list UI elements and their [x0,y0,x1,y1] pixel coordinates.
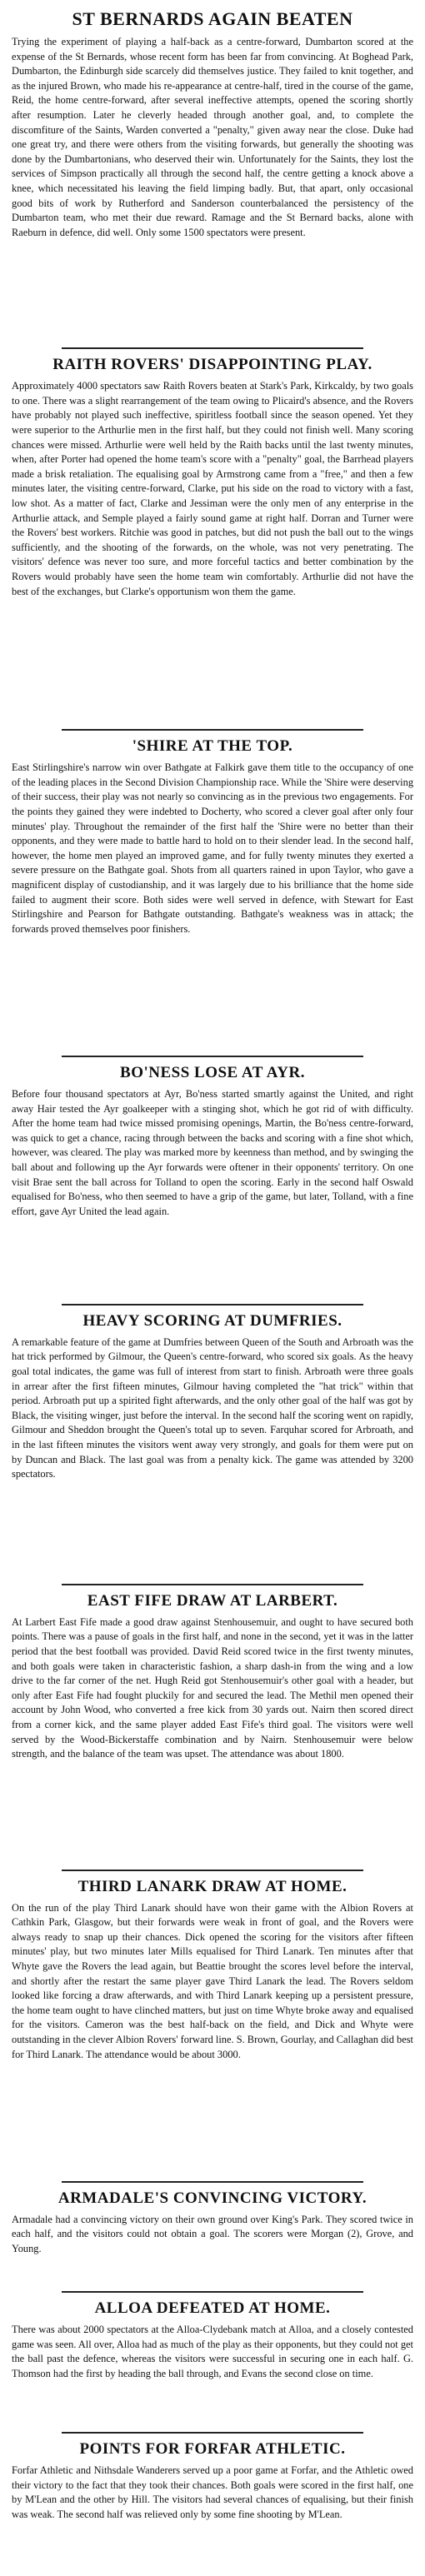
article-headline: ST BERNARDS AGAIN BEATEN [72,8,353,29]
article-headline: RAITH ROVERS' DISAPPOINTING PLAY. [52,356,372,374]
section-divider [62,1304,363,1305]
article-st-bernards [12,7,413,342]
article-boness-lose [12,1061,413,1299]
section-divider [62,2291,363,2293]
article-headline: ARMADALE'S CONVINCING VICTORY. [58,2189,368,2207]
article-headline: EAST FIFE DRAW AT LARBERT. [87,1591,338,1610]
article-headline: 'SHIRE AT THE TOP. [132,737,293,756]
article-dumfries [12,1309,413,1579]
section-divider [62,347,363,349]
article-body: East Stirlingshire's narrow win over Bathgate at Falkirk gave them title to the occupancy of one of the leading places in the Second Division Championship race. While the 'Shire were deserving of their success, their play was not nearly so convincing as in the previous two engagements. For the points they gained they were indebted to Docherty, who scored a clever goal after only four minutes' play. Throughout the remainder of the first half the 'Shire were no better than their opponents, and they were made to battle hard to hold on to their slender lead. In the second half, however, the home men played an improved game, and for fully twenty minutes they exerted a severe pressure on the Bathgate goal. Shots from all quarters rained in upon Taylor, who gave a magnificent display of custodianship, and it was largely due to his brilliance that the home side failed to augment their score. Both sides were well served in defence, with Stewart for East Stirlingshire and Pearson for Bathgate outstanding. Bathgate's weakness was in attack; the forwards proved themselves poor finishers. [12,761,413,935]
article-body: Armadale had a convincing victory on their own ground over King's Park. They scored twice in each half, and the visitors could not obtain a goal. The scorers were Morgan (2), Grove, and Young. [12,2213,413,2254]
article-body: There was about 2000 spectators at the Alloa-Clydebank match at Alloa, and a closely contested game was seen. All over, Alloa had as much of the play as their opponents, but they could not get the ball past the defence, whereas the visitors were successful in securing one in each half. G. Thomson had the first by heading the ball through, and Evans the second close on time. [12,2324,413,2379]
article-body: Trying the experiment of playing a half-back as a centre-forward, Dumbarton scored at the expense of the St Bernards, whose recent form has been far from convincing. At Boghead Park, Dumbarton, the Edinburgh side scarcely did themselves justice. They failed to knit together, and as the injured Brown, who made his re-appearance at centre-half, tired in the course of the game, Reid, the home centre-forward, after several ineffective attempts, opened the scoring shortly after resumption. Later he cleverly headed through another goal, and, to complete the discomfiture of the Saints, Warden converted a "penalty," given away near the close. Duke had one great try, and there were others from the visiting forwards, but generally the shooting was done by the Dumbartonians, who deserved their win. Unfortunately for the Saints, they lost the services of Simpson practically all through the second half, the centre getting a knock above a knee, which necessitated his leaving the field limping badly. But, that apart, only occasional good bits of work by Rutherford and Sanderson counterbalanced the persistency of the Dumbarton team, who met their due reward. Ramage and the St Bernard backs, alone with Raeburn in defence, did well. Only some 1500 spectators were present. [12,36,413,238]
article-armadale [12,2186,413,2286]
article-east-fife [12,1589,413,1865]
section-divider [62,2432,363,2434]
article-alloa [12,2296,413,2427]
section-divider [62,1056,363,1057]
section-divider [62,1870,363,1871]
article-body: Approximately 4000 spectators saw Raith Rovers beaten at Stark's Park, Kirkcaldy, by two goals to one. There was a slight rearrangement of the team owing to Plicaird's absence, and the Rovers have probably not played such ineffective, spiritless football since the season opened. Yet they were superior to the Arthurlie men in the first half, but they could not finish well. Many scoring chances were missed. Arthurlie were well held by the Raith backs until the last twenty minutes, when, after Porter had opened the home team's score with a "penalty" goal, the Barrhead players made a brisk retaliation. The equalising goal by Armstrong came from a "free," and then a few minutes later, the visiting centre-forward, Clarke, put his side on the road to victory with a fast, low shot. As a matter of fact, Clarke and Jessiman were the only men of any enterprise in the Arthurlie attack, and Semple played a fairly sound game at right half. Dorran and Turner were the Rovers' best workers. Ritchie was good in patches, but did not push the ball out to the wings sufficiently, and the shooting of the forwards, on the whole, was not very penetrating. The visitors' defence was never too sure, and more forceful tactics and better combination by the Rovers would probably have seen the home team win comfortably. Arthurlie did not have the best of the exchanges, but Clarke's opportunism won them the game. [12,380,413,597]
article-body: A remarkable feature of the game at Dumfries between Queen of the South and Arbroath was the hat trick performed by Gilmour, the Queen's centre-forward, who scored six goals. As the heavy goal total indicates, the game was full of interest from start to finish. Arbroath were three goals in arrear after the first fifteen minutes, Gilmour having completed the "hat trick" within that period. Arbroath put up a spirited fight afterwards, and the only other goal of the half was got by Black, the visiting winger, just before the interval. In the second half the scoring went on rapidly, Gilmour and Sheddon brought the Queen's total up to seven. Farquhar scored for Arbroath, and in the last fifteen minutes the visitors went away very strongly, and goals for them were put on by Duncan and Black. The last goal was from a penalty kick. The game was attended by 3200 spectators. [12,1335,413,1480]
article-forfar [12,2437,413,2568]
article-shire-at-top [12,734,413,1051]
article-headline: POINTS FOR FORFAR ATHLETIC. [79,2439,346,2458]
section-divider [62,729,363,731]
section-divider [62,1584,363,1585]
article-headline: ALLOA DEFEATED AT HOME. [94,2299,331,2317]
section-divider [62,2181,363,2183]
article-body: At Larbert East Fife made a good draw against Stenhousemuir, and ought to have secured both points. There was a pause of goals in the first half, and none in the second, yet it was in the latter period that the best football was provided. David Reid scored twice in the first twenty minutes, and both goals were taken in characteristic fashion, a sharp dash-in from the wing and a low drive to the far corner of the net. Hugh Reid got Stenhousemuir's other goal with a header, but only after East Fife had fought pluckily for and secured the lead. The Methil men opened their account by John Wood, who converted a free kick from 30 yards out. Nairn then scored direct from a corner kick, and the same player added East Fife's third goal. The visitors were well served by the Wood-Bickerstaffe combination and by Nairn. Stenhousemuir were below strength, and the balance of the team was upset. The attendance was about 1800. [12,1615,413,1760]
article-body: Forfar Athletic and Nithsdale Wanderers served up a poor game at Forfar, and the Athletic owed their victory to the fact that they took their chances. Both goals were scored in the first half, one by M'Lean and the other by Hill. The visitors had several chances of equalising, but their finish was weak. The second half was relieved only by some fine shooting by M'Lean. [12,2464,413,2520]
article-headline: BO'NESS LOSE AT AYR. [120,1063,305,1081]
article-headline: THIRD LANARK DRAW AT HOME. [78,1877,348,1895]
article-third-lanark [12,1875,413,2176]
article-body: Before four thousand spectators at Ayr, Bo'ness started smartly against the United, and right away Hair tested the Ayr goalkeeper with a stinging shot, which he got rid of with difficulty. After the home team had twice missed promising openings, Martin, the Bo'ness centre-forward, was quick to get a chance, racing through between the backs and scoring with a fine shot which, however, was cleared. The play was marked more by keenness than method, and by swinging the ball about and following up the Ayr forwards were oftener in their opponents' territory. On one visit Brae sent the ball across for Tolland to open the scoring. Early in the second half Oswald equalised for Bo'ness, who then seemed to have a grip of the game, but later, Tolland, with a fine effort, gave Ayr United the lead again. [12,1087,413,1217]
article-raith-rovers [12,352,413,724]
article-headline: HEAVY SCORING AT DUMFRIES. [82,1311,342,1330]
article-body: On the run of the play Third Lanark should have won their game with the Albion Rovers at Cathkin Park, Glasgow, but their forwards were weak in front of goal, and the Rovers were always ready to snap up their chances. Dick opened the scoring for the visitors after fifteen minutes' play, but two minutes later Mills equalised for Third Lanark. Ten minutes after that Whyte gave the Rovers the lead again, but Beattie brought the scores level before the interval, and shortly after the restart the same player gave Third Lanark the lead. The Rovers seldom looked like forcing a draw afterwards, and with Third Lanark keeping up a persistent pressure, the home team ought to have clinched matters, but just on time Whyte broke away and equalised for the visitors. Cameron was the best half-back on the field, and Dick and Whyte were outstanding in the clever Albion Rovers' forward line. S. Brown, Gourlay, and Callaghan did best for Third Lanark. The attendance would be about 3000. [12,1901,413,2060]
